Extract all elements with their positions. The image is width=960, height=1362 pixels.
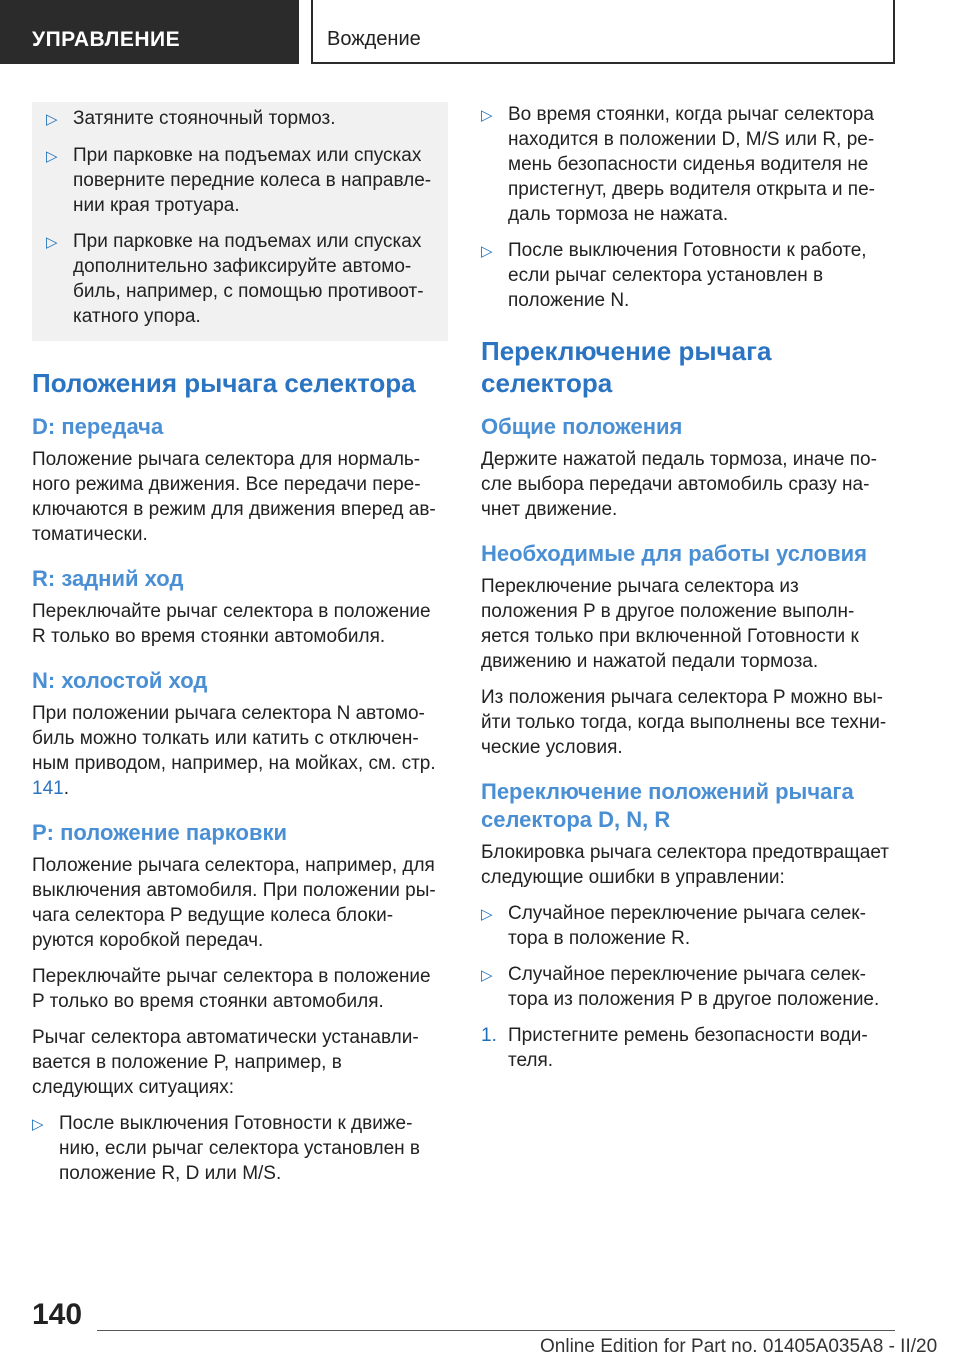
paragraph: Положение рычага селектора для нормаль-ного режима движения. Все передачи пере-ключаются в режим для движения вперед ав-томатически. bbox=[32, 449, 436, 545]
list-item: ▷ Случайное переключение рычага селек-тора в положение R. bbox=[481, 903, 866, 949]
left-column bbox=[32, 102, 448, 1197]
subheading-general: Общие положения bbox=[481, 414, 683, 439]
subheading-n: N: холостой ход bbox=[32, 668, 208, 693]
section-heading: Переключение рычага селектора bbox=[481, 336, 772, 398]
paragraph: Переключайте рычаг селектора в положение P только во время стоянки автомобиля. bbox=[32, 966, 431, 1012]
section-tab bbox=[0, 0, 299, 64]
list-item: ▷ Затяните стояночный тормоз. bbox=[46, 106, 432, 132]
list-item: ▷ При парковке на подъемах или спусках дополнительно зафиксируйте автомо-биль, например, с помощью противоот-катного упора. bbox=[46, 231, 424, 327]
step-number: 1. bbox=[481, 1025, 497, 1046]
section-heading: Положения рычага селектора bbox=[32, 368, 416, 398]
page-link[interactable]: 141 bbox=[32, 778, 64, 799]
subheading-p: P: положение парковки bbox=[32, 820, 288, 845]
triangle-right-icon: ▷ bbox=[481, 906, 493, 923]
list-item: ▷ При парковке на подъемах или спусках поверните передние колеса в направле-нии края тротуара. bbox=[46, 145, 432, 216]
subheading-conditions: Необходимые для работы условия bbox=[481, 541, 867, 566]
page-number: 140 bbox=[32, 1298, 83, 1331]
list-item: ▷ Случайное переключение рычага селек-тора из положения P в другое положение. bbox=[481, 964, 880, 1010]
paragraph: При положении рычага селектора N автомо-биль можно толкать или катить с отключен-ным приводом, например, на мойках, см. стр. 141. bbox=[32, 703, 436, 799]
triangle-right-icon: ▷ bbox=[32, 1116, 44, 1133]
footer-divider bbox=[97, 1330, 895, 1331]
footer-edition: Online Edition for Part no. 01405A035A8 - II/20 bbox=[540, 1336, 938, 1357]
paragraph: Положение рычага селектора, например, для выключения автомобиля. При положении ры-чага селектора P ведущие колеса блоки-руются коробкой передач. bbox=[32, 855, 436, 951]
list-item: ▷ После выключения Готовности к движе-нию, если рычаг селектора установлен в положение R, D или M/S. bbox=[32, 1113, 421, 1184]
parking-infobox bbox=[32, 102, 448, 341]
section-title: УПРАВЛЕНИЕ bbox=[32, 28, 181, 51]
paragraph: Держите нажатой педаль тормоза, иначе по-сле выбора передачи автомобиль сразу на-чнет движение. bbox=[481, 449, 877, 520]
paragraph: Переключайте рычаг селектора в положение R только во время стоянки автомобиля. bbox=[32, 601, 431, 647]
subheading-d: D: передача bbox=[32, 414, 164, 439]
list-item: ▷ После выключения Готовности к работе, если рычаг селектора установлен в положение N. bbox=[481, 240, 867, 311]
triangle-right-icon: ▷ bbox=[481, 107, 493, 124]
triangle-right-icon: ▷ bbox=[46, 148, 58, 165]
chapter-tab bbox=[311, 0, 895, 64]
paragraph: Переключение рычага селектора из положения P в другое положение выполн-яется только при включенной Готовности к движению и нажатой педали тормоза. bbox=[481, 576, 859, 672]
paragraph: Рычаг селектора автоматически устанавли-вается в положение P, например, в следующих ситуациях: bbox=[32, 1027, 419, 1098]
right-column bbox=[481, 102, 891, 1084]
paragraph: Блокировка рычага селектора предотвращает следующие ошибки в управлении: bbox=[481, 842, 889, 888]
triangle-right-icon: ▷ bbox=[46, 111, 58, 128]
subheading-r: R: задний ход bbox=[32, 566, 184, 591]
triangle-right-icon: ▷ bbox=[481, 967, 493, 984]
list-item: ▷ Во время стоянки, когда рычаг селектора находится в положении D, M/S или R, ре-мень безопасности сиденья водителя не пристегнут, дверь водителя открыта и пе-даль тормоза не нажата. bbox=[481, 104, 875, 225]
step-item: 1. Пристегните ремень безопасности води-теля. bbox=[481, 1025, 868, 1071]
triangle-right-icon: ▷ bbox=[481, 243, 493, 260]
paragraph: Из положения рычага селектора P можно вы-йти только тогда, когда выполнены все техни-ческие условия. bbox=[481, 687, 887, 758]
subheading-switch: Переключение положений рычага селектора D, N, R bbox=[481, 779, 854, 832]
chapter-title: Вождение bbox=[327, 28, 421, 50]
triangle-right-icon: ▷ bbox=[46, 234, 58, 251]
